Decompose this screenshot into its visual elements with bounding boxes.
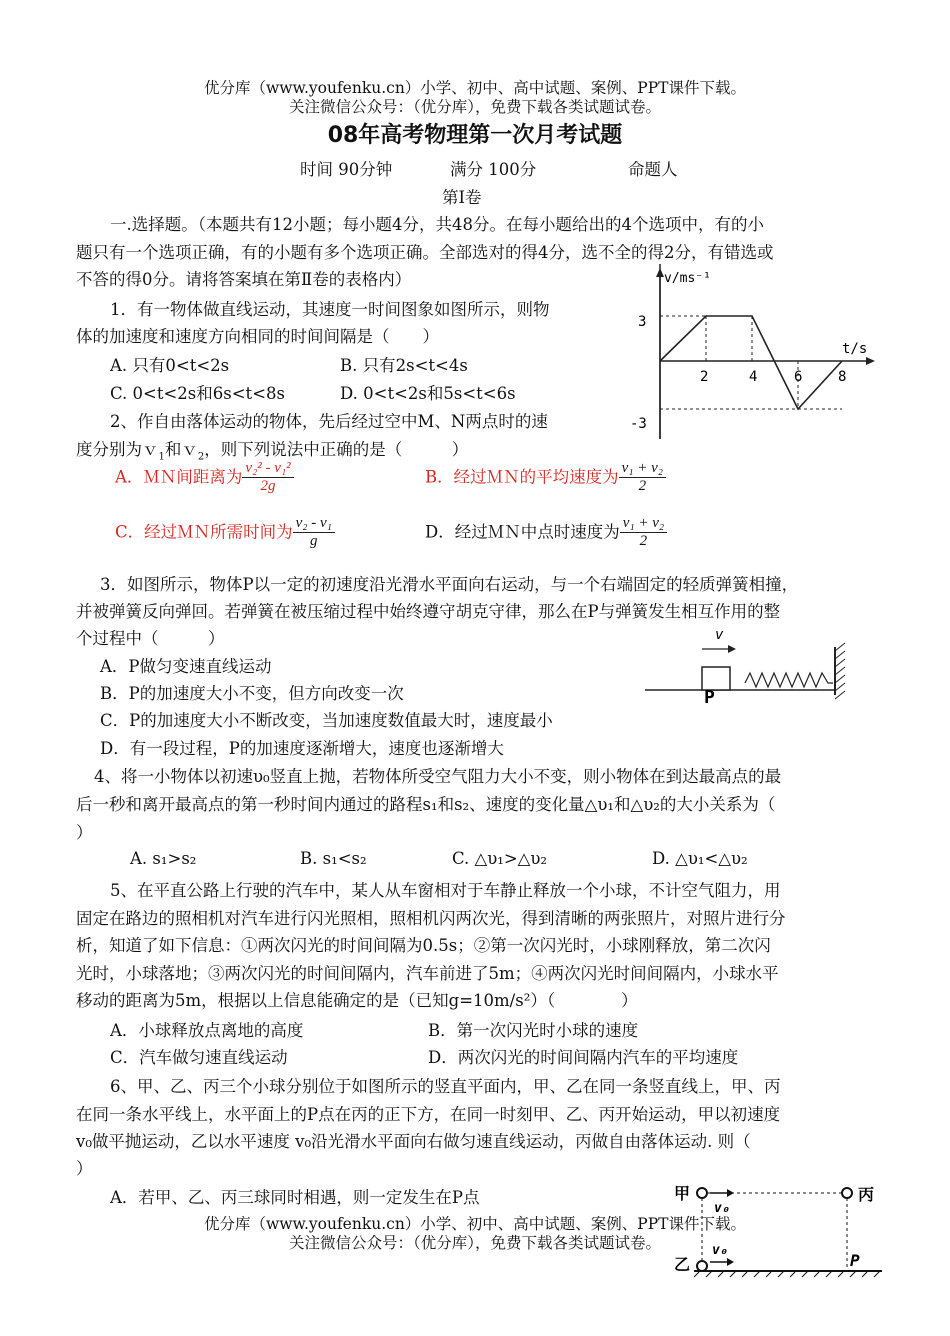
q3-line-3: 个过程中（ ） — [76, 629, 225, 648]
spring-figure — [640, 625, 855, 705]
vt-y-arrow — [656, 268, 664, 277]
q5-line-1: 5、在平直公路上行驶的汽车中，某人从车窗相对于车静止释放一个小球，不计空气阻力，用 — [110, 881, 781, 900]
q6-line-3: v₀做平抛运动，乙以水平速度 v₀沿光滑水平面向右做匀速直线运动，丙做自由落体运动. 则（ — [76, 1132, 751, 1151]
section-intro-3: 不答的得0分。请将答案填在第Ⅱ卷的表格内） — [76, 270, 412, 289]
exam-author: 命题人 — [628, 160, 678, 179]
q5-option-d: D．两次闪光的时间间隔内汽车的平均速度 — [428, 1048, 739, 1067]
exam-title: 08年高考物理第一次月考试题 — [327, 123, 623, 148]
q6-line-1: 6、甲、乙、丙三个小球分别位于如图所示的竖直平面内，甲、乙在同一条竖直线上，甲、丙 — [110, 1077, 781, 1096]
vt-x-tick-6: 6 — [794, 369, 803, 385]
q6-line-4: ） — [76, 1159, 93, 1178]
q4-line-3: ） — [76, 823, 93, 842]
q1-line-2: 体的加速度和速度方向相同的时间间隔是（ ） — [76, 327, 439, 346]
block-p-label: P — [704, 687, 715, 705]
q4-line-2: 后一秒和离开最高点的第一秒时间内通过的路程s₁和s₂、速度的变化量△υ₁和△υ₂的大小关系为（ — [76, 795, 776, 814]
q5-option-a: A．小球释放点离地的高度 — [110, 1021, 304, 1040]
yi-v0-label: v₀ — [712, 1243, 728, 1258]
q2-option-b-fraction: $\frac{\text{v₁ + v₂}}{2}$ — [619, 460, 666, 496]
q5-line-5: 移动的距离为5m，根据以上信息能确定的是（已知g=10m/s²）（ ） — [76, 991, 638, 1010]
q1-option-c: C. 0<t<2s和6s<t<8s — [110, 384, 285, 403]
q2-option-b: B．经过ＭＮ的平均速度为 $\frac{\text{v₁ + v₂}}{2}$ — [425, 460, 666, 496]
three-balls-figure — [672, 1178, 887, 1278]
q5-option-b: B．第一次闪光时小球的速度 — [428, 1021, 639, 1040]
q2-option-a-fraction: $\frac{\text{v₂² - v₁²}}{2g}$ — [242, 460, 293, 496]
q1-option-d: D. 0<t<2s和5s<t<6s — [340, 384, 516, 403]
q3-option-d: D．有一段过程，P的加速度逐渐增大，速度也逐渐增大 — [100, 739, 504, 758]
footer-watermark-line-2: 关注微信公众号：（优分库），免费下载各类试题试卷。 — [288, 1234, 661, 1252]
vt-x-tick-2: 2 — [700, 369, 709, 385]
q3-option-b: B．P的加速度大小不变，但方向改变一次 — [100, 684, 404, 703]
vt-y-label: v/ms⁻¹ — [664, 271, 711, 286]
vt-x-tick-4: 4 — [749, 369, 758, 385]
velocity-time-graph — [620, 264, 880, 444]
q2-line-1: 2、作自由落体运动的物体，先后经过空中M、N两点时的速 — [110, 412, 548, 431]
q3-line-2: 并被弹簧反向弹回。若弹簧在被压缩过程中始终遵守胡克守律，那么在P与弹簧发生相互作用的整 — [76, 602, 781, 621]
q2-option-d-fraction: $\frac{\text{v₁ + v₂}}{2}$ — [620, 515, 667, 551]
q1-option-a: A. 只有0<t<2s — [110, 356, 230, 375]
q4-option-b: B. s₁<s₂ — [300, 849, 367, 868]
q2-option-c: C．经过ＭＮ所需时间为 $\frac{\text{v₂ - v₁}}{g}$ — [115, 515, 335, 551]
q3-line-1: 3．如图所示，物体P以一定的初速度沿光滑水平面向右运动，与一个右端固定的轻质弹簧相撞， — [100, 575, 799, 594]
q5-line-3: 析，知道了如下信息：①两次闪光的时间间隔为0.5s；②第一次闪光时，小球刚释放，第二次闪 — [76, 936, 771, 955]
watermark-line-1: 优分库（www.youfenku.cn）小学、初中、高中试题、案例、PPT课件下载。 — [203, 79, 747, 97]
q4-option-d: D. △υ₁<△υ₂ — [652, 849, 748, 868]
q4-option-a: A. s₁>s₂ — [130, 849, 197, 868]
ball-yi-label: 乙 — [674, 1255, 691, 1274]
q1-line-1: 1．有一物体做直线运动，其速度一时间图象如图所示，则物 — [110, 300, 550, 319]
watermark-line-2: 关注微信公众号：（优分库），免费下载各类试题试卷。 — [288, 98, 661, 116]
vt-y-tick-3: 3 — [638, 314, 647, 330]
q2-option-a: A．ＭＮ间距离为 $\frac{\text{v₂² - v₁²}}{2g}$ — [115, 460, 294, 496]
jia-v0-label: v₀ — [714, 1201, 730, 1216]
vt-x-arrow — [866, 357, 875, 365]
ball-bing — [842, 1188, 852, 1198]
vt-x-label: t/s — [842, 341, 868, 357]
section-intro-1: 一.选择题。（本题共有12小题；每小题4分，共48分。在每小题给出的4个选项中，有的小 — [110, 215, 764, 234]
ball-jia-label: 甲 — [674, 1184, 691, 1203]
q2-option-d: D．经过ＭＮ中点时速度为 $\frac{\text{v₁ + v₂}}{2}$ — [425, 515, 667, 551]
q4-option-c: C. △υ₁>△υ₂ — [452, 849, 548, 868]
vt-x-tick-8: 8 — [838, 369, 847, 385]
exam-part: 第Ⅰ卷 — [442, 188, 482, 207]
ball-yi — [697, 1261, 707, 1271]
spring-velocity-label: v — [715, 627, 724, 643]
q2-option-c-fraction: $\frac{\text{v₂ - v₁}}{g}$ — [293, 515, 335, 551]
ball-jia — [697, 1188, 707, 1198]
exam-time: 时间 90分钟 — [300, 160, 393, 179]
ball-bing-label: 丙 — [858, 1185, 875, 1204]
exam-score: 满分 100分 — [450, 160, 537, 179]
footer-watermark-line-1: 优分库（www.youfenku.cn）小学、初中、高中试题、案例、PPT课件下载。 — [203, 1215, 747, 1233]
spring-wall-hatch — [835, 643, 845, 699]
point-p-label: P — [850, 1251, 860, 1270]
vt-y-tick-neg3: -3 — [630, 416, 647, 432]
section-intro-2: 题只有一个选项正确，有的小题有多个选项正确。全部选对的得4分，选不全的得2分，有错选或 — [76, 243, 774, 262]
q6-line-2: 在同一条水平线上，水平面上的P点在丙的正下方，在同一时刻甲、乙、丙开始运动，甲以初速度 — [76, 1105, 781, 1124]
q3-option-c: C．P的加速度大小不断改变，当加速度数值最大时，速度最小 — [100, 711, 553, 730]
q5-line-2: 固定在路边的照相机对汽车进行闪光照相，照相机闪两次光，得到清晰的两张照片，对照片进行分 — [76, 909, 786, 928]
vt-curve — [660, 316, 842, 409]
q5-line-4: 光时，小球落地；③两次闪光的时间间隔内，汽车前进了5m；④两次闪光时间间隔内，小球水平 — [76, 964, 779, 983]
q1-option-b: B. 只有2s<t<4s — [340, 356, 468, 375]
q5-option-c: C．汽车做匀速直线运动 — [110, 1048, 288, 1067]
spring-coil — [745, 673, 833, 687]
q6-option-a: A．若甲、乙、丙三球同时相遇，则一定发生在P点 — [110, 1188, 480, 1207]
q4-line-1: 4、将一小物体以初速υ₀竖直上抛，若物体所受空气阻力大小不变，则小物体在到达最高点的最 — [94, 767, 782, 786]
q2-line-2: 度分别为ｖ$_1$和ｖ$_2$，则下列说法中正确的是（ ） — [76, 440, 469, 463]
q3-option-a: A．P做匀变速直线运动 — [100, 657, 272, 676]
